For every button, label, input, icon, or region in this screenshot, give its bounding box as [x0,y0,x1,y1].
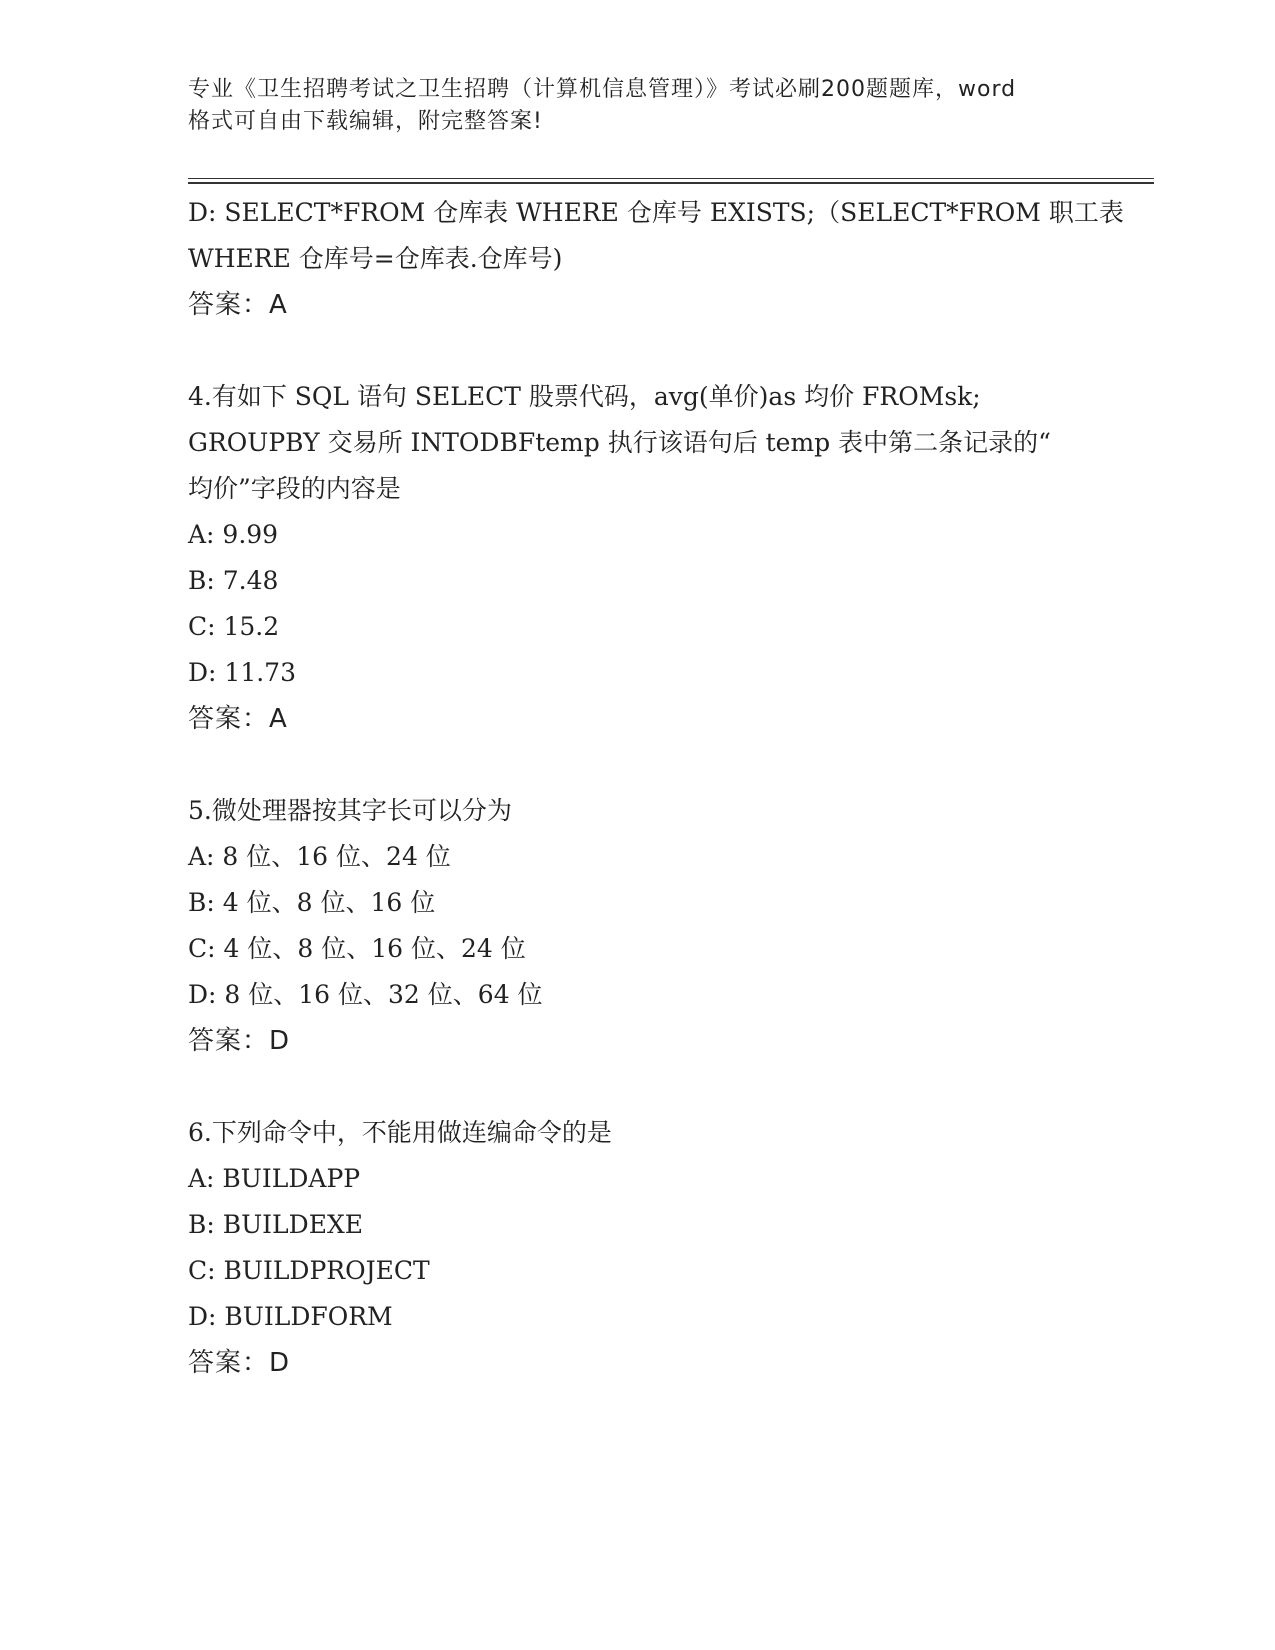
option-d: D: BUILDFORM [188,1302,393,1331]
answer-line: 答案：D [188,1348,291,1378]
option-d: D: 11.73 [188,658,296,687]
question-stem: 5.微处理器按其字长可以分为 [188,796,512,825]
option-c: C: 15.2 [188,612,280,641]
option-a: A: BUILDAPP [188,1164,361,1193]
option-a: A: 8 位、16 位、24 位 [188,842,451,871]
question-4 [188,374,1088,742]
question-6 [188,1110,1088,1386]
question-stem-line-2: GROUPBY 交易所 INTODBFtemp 执行该语句后 temp 表中第二条记录的“ [188,428,1051,457]
question-3-tail [188,190,1124,328]
option-d-line-1: D: SELECT*FROM 仓库表 WHERE 仓库号 EXISTS;（SELECT*FROM 职工表 [188,198,1124,227]
header-rule-thick [188,182,1154,184]
question-5 [188,788,1088,1064]
option-b: B: 4 位、8 位、16 位 [188,888,436,917]
spacer [188,742,1088,788]
document-header [188,74,1108,138]
option-d-line-2: WHERE 仓库号=仓库表.仓库号) [188,244,563,273]
header-rule-thin [188,178,1154,179]
question-stem: 6.下列命令中，不能用做连编命令的是 [188,1118,612,1147]
option-c: C: 4 位、8 位、16 位、24 位 [188,934,526,963]
option-a: A: 9.99 [188,520,279,549]
answer-line: 答案：A [188,704,288,734]
header-line-1: 专业《卫生招聘考试之卫生招聘（计算机信息管理）》考试必刷200题题库，word [188,77,1017,102]
option-c: C: BUILDPROJECT [188,1256,430,1285]
option-b: B: BUILDEXE [188,1210,363,1239]
question-stem-line-1: 4.有如下 SQL 语句 SELECT 股票代码，avg(单价)as 均价 FROMsk; [188,382,981,411]
option-d: D: 8 位、16 位、32 位、64 位 [188,980,543,1009]
question-stem-line-3: 均价”字段的内容是 [188,474,401,503]
option-b: B: 7.48 [188,566,279,595]
answer-line: 答案：D [188,1026,291,1056]
header-line-2: 格式可自由下载编辑，附完整答案! [188,109,543,134]
answer-line: 答案：A [188,290,288,320]
question-content [188,190,1124,1386]
spacer [188,1064,1088,1110]
spacer [188,328,1088,374]
